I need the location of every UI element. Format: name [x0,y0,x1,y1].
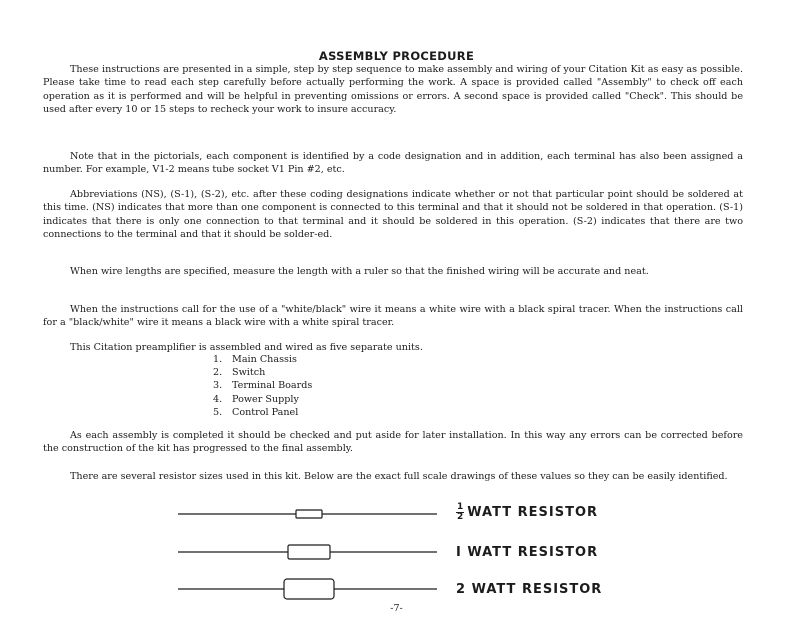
paragraph-abbreviations: Abbreviations (NS), (S-1), (S-2), etc. after these coding designations indicate whether or not that particular point should be soldered at this time. (NS) indicates that more than one component is connected to this terminal and that it should not be soldered in that operation. (S-1) indicates that there is only one connection to that terminal and it should be soldered in this operation. (S-2) indicates that there are two connections to the terminal and that it should be solder-ed. [43,189,743,240]
paragraph-checking: As each assembly is completed it should be checked and put aside for later installation. In this way any errors can be corrected before the construction of the kit has progressed to the final assembly. [43,430,743,455]
two-watt-resistor-label: 2 WATT RESISTOR [456,582,603,597]
one-watt-resistor-label: I WATT RESISTOR [456,545,599,560]
page-number: -7- [390,603,403,614]
list-item: 2. Switch [213,367,266,379]
one-watt-resistor-drawing [178,545,437,559]
paragraph-intro: These instructions are presented in a simple, step by step sequence to make assembly and wiring of your Citation Kit as easy as possible. Please take time to read each step carefully before actually performing the work. A space is provided called "Assembly" to check off each operation as it is performed and will be helpful in preventing omissions or errors. A second space is provided called "Check". This should be used after every 10 or 15 steps to recheck your work to insure accuracy. [43,64,743,115]
paragraph-resistor-sizes: There are several resistor sizes used in this kit. Below are the exact full scale drawings of these values so they can be easily identified. [70,471,728,482]
page-title: ASSEMBLY PROCEDURE [318,49,475,63]
list-item: 5. Control Panel [213,406,299,418]
paragraph-units-intro: This Citation preamplifier is assembled and wired as five separate units. [70,342,423,353]
paragraph-pictorials: Note that in the pictorials, each component is identified by a code designation and in addition, each terminal has also been assigned a number. For example, V1-2 means tube socket V1 Pin #2, etc. [43,151,743,176]
paragraph-wire-colors: When the instructions call for the use of a "white/black" wire it means a white wire with a black spiral tracer. When the instructions call for a "black/white" wire it means a black wire with a white spiral tracer. [43,304,743,329]
list-item: 3. Terminal Boards [213,380,313,392]
list-item: 1. Main Chassis [213,354,297,365]
half-watt-resistor-label: $\frac{1}{2}$ WATT RESISTOR [457,502,599,522]
list-item: 4. Power Supply [213,393,299,405]
paragraph-wire-lengths: When wire lengths are specified, measure the length with a ruler so that the finished wiring will be accurate and neat. [70,266,649,277]
half-watt-resistor-drawing [178,510,437,518]
one-half-fraction: $\frac{1}{2}$ [457,502,464,522]
two-watt-resistor-drawing [178,579,437,599]
